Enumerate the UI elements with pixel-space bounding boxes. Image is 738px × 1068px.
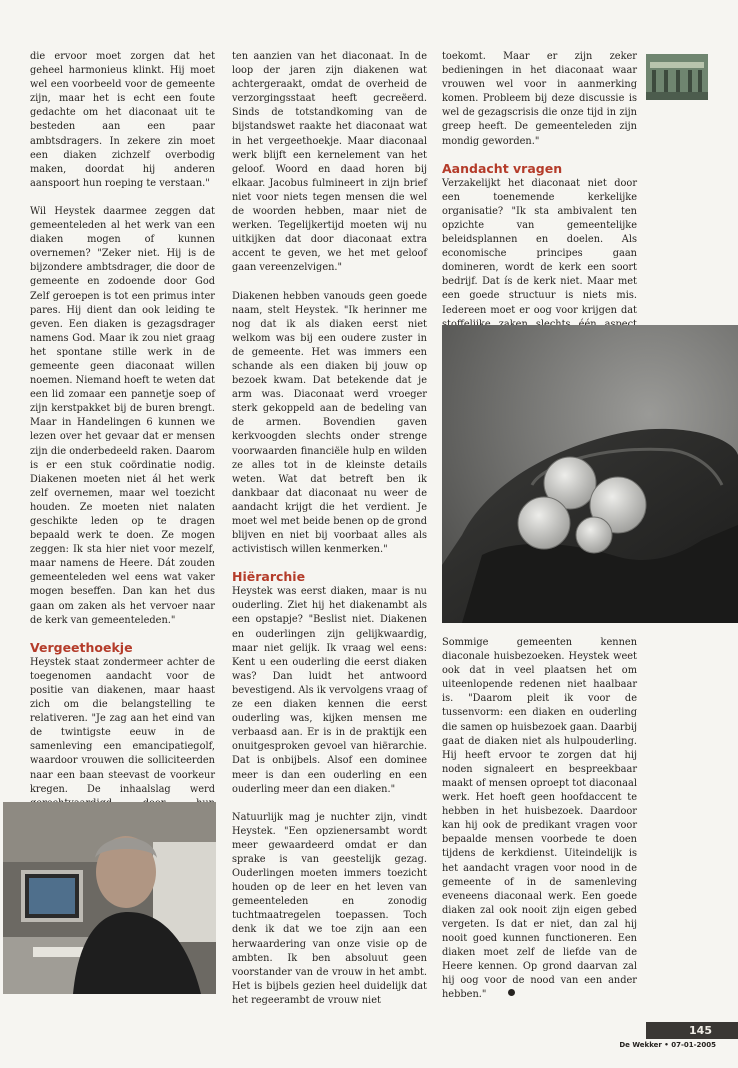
thumbnail-image bbox=[646, 54, 708, 100]
portrait-image bbox=[3, 802, 216, 994]
section-heading-aandacht-vragen: Aandacht vragen bbox=[442, 160, 563, 176]
article-column-1 bbox=[30, 50, 215, 839]
closing-paragraph-text: Sommige gemeenten kennen diaconale huisbezoeken. Heystek weet ook dat in veel plaatsen het om uiteenlopende redenen niet haalbaar is. "Daarom pleit ik voor de tussenvorm: een diaken en ouderling die samen op huisbezoek gaan. Daarbij gaat de diaken niet als hulpouderling. Hij heeft ervoor te zorgen dat hij noden signaleert en bespreekbaar maakt of mensen oproept tot diaconaal werk. Het hoeft geen hoofdaccent te hebben in het huisbezoek. Daardoor kan hij ook de predikant vragen voor bepaalde mensen voorbede te doen tijdens de kerkdienst. Uiteindelijk is het aandacht vragen voor nood in de gemeente of in de samenleving eveneens diaconaal werk. Een goede diaken zal ook nooit zijn eigen gebed vergeten. Is dat er niet, dan zal hij nooit goed kunnen functioneren. Een diaken moet zelf de liefde van de Heere kennen. Op grond daarvan zal hij oog voor de nood van een ander hebben." bbox=[442, 637, 637, 1001]
page-number: 145 bbox=[646, 1022, 716, 1039]
body-paragraph: Diakenen hebben vanouds geen goede naam, stelt Heystek. "Ik herinner me nog dat ik als diaken eerst niet welkom was bij een oudere zuster in de gemeente. Het was immers een schande als een diaken bij jouw op bezoek kwam. Dat betekende dat je arm was. Diaconaat werd vroeger sterk gekoppeld aan de bedeling van de armen. Bovendien gaven kerkvoogden slechts onder strenge voorwaarden financiële hulp en wilden ze alles tot in de kleinste details weten. Wat dat betreft ben ik dankbaar dat diaconaat nu weer de aandacht krijgt die het verdient. Je moet wel met beide benen op de grond blijven en niet bij voorbaat alles als activistisch willen kenmerken." bbox=[232, 290, 427, 556]
body-paragraph: toekomt. Maar er zijn zeker bedieningen in het diaconaat waar vrouwen wel voor in aanmerking komen. Probleem bij deze discussie is wel de gezagscrisis die onze tijd in zijn greep heeft. De gemeenteleden zijn mondig geworden." bbox=[442, 51, 637, 147]
section-heading-hierarchie: Hiërarchie bbox=[232, 569, 306, 585]
hand-with-coins-photo bbox=[442, 325, 738, 623]
article-column-3-bottom bbox=[442, 636, 637, 1002]
body-paragraph: ten aanzien van het diaconaat. In de loop der jaren zijn diakenen wat achtergeraakt, omdat de overheid de verzorgingsstaat heeft gecreëerd. Sinds de totstandkoming van de bijstandswet raakte het diaconaat wat in het vergeethoekje. Maar diaconaal werk blijft een kernelement van het geloof. Woord en daad horen bij elkaar. Jacobus fulmineert in zijn brief niet voor niets tegen mensen die wel de woorden hebben, maar niet de werken. Tegelijkertijd moeten wij nu uitkijken dat door diaconaat extra accent te geven, we het met geloof gaan vereenzelvigen." bbox=[232, 51, 427, 274]
body-paragraph: Verzakelijkt het diaconaat niet door een toenemende kerkelijke organisatie? "Ik sta ambivalent ten opzichte van gemeentelijke beleidsplannen en doelen. Als economische principes gaan domineren, wordt de kerk een soort bedrijf. Dat ís de kerk niet. Maar met een goede structuur is niets mis. Iedereen moet er oog voor krijgen dat bbox=[442, 177, 637, 316]
body-paragraph: Natuurlijk mag je nuchter zijn, vindt Heystek. "Een opzienersambt wordt meer gewaardeerd omdat er dan sprake is van geestelijk gezag. Ouderlingen moeten immers toezicht houden op de leer en het leven van gemeenteleden en zonodig tuchtmaatregelen toepassen. Toch denk ik dat we toe zijn aan een herwaardering van onze visie op de ambten. Ik ben absoluut geen voorstander van de vrouw in het ambt. Het is bijbels gezien heel duidelijk dat het regeerambt de vrouw niet bbox=[232, 811, 427, 1006]
page-number-bar bbox=[716, 1022, 738, 1039]
article-column-3-top bbox=[442, 50, 637, 346]
section-heading-vergeethoekje: Vergeethoekje bbox=[30, 639, 133, 655]
article-column-2 bbox=[232, 50, 427, 1008]
thumbnail-photo bbox=[646, 54, 708, 100]
body-paragraph: Heystek staat zondermeer achter de toegenomen aandacht voor de positie van diakenen, maar haast zich om die belangstelling te relativeren. "Je zag aan het eind van de twintigste eeuw in de samenleving een emancipatiegolf, waardoor vrouwen die solliciteerden naar een baan steevast de voorkeur kregen. De inhaalslag werd bbox=[30, 656, 215, 795]
end-of-article-bullet bbox=[508, 989, 515, 996]
body-paragraph bbox=[442, 636, 637, 1002]
body-paragraph: die ervoor moet zorgen dat het geheel harmonieus klinkt. Hij moet wel een voorbeeld voor de gemeente zijn, maar het is echt een foute gedachte om het diaconaat uit te besteden aan een paar ambtsdragers. In zekere zin moet een diaken zichzelf overbodig maken, doordat hij anderen aanspoort hun roeping te verstaan." bbox=[30, 51, 215, 189]
portrait-photo-heystek bbox=[3, 802, 216, 994]
body-paragraph: Wil Heystek daarmee zeggen dat gemeenteleden al het werk van een diaken mogen of kunnen overnemen? "Zeker niet. Hij is de bijzondere ambtsdrager, die door de gemeente en zodoende door God Zelf geroepen is tot een primus inter pares. Hij dient dan ook leiding te geven. Een diaken is gezagsdrager namens God. Maar ik zou niet graag het spontane stille werk in de gemeente geen diaconaat willen noemen. Niemand hoeft te weten dat een lid zomaar een pannetje soep of zijn kerstpakket bij de buren brengt. Maar in Handelingen 6 kunnen we lezen over het gevaar dat er mensen zijn die onderbedeeld raken. Daarom is er een stuk coördinatie nodig. Diakenen moeten niet ál het werk zelf overnemen, maar wel toezicht houden. Ze moeten niet nalaten geschikte leden op te dragen bepaald werk te doen. Ze mogen zeggen: Ik sta hier niet voor mezelf, maar namens de Heere. Dát zouden gemeenteleden wel eens wat vaker mogen beseffen. Dan kan het dus gaan om zaken als het vervoer naar de kerk van gemeenteleden." bbox=[30, 205, 215, 626]
hand-with-coins-image bbox=[442, 325, 738, 623]
body-paragraph: Heystek was eerst diaken, maar is nu ouderling. Ziet hij het diakenambt als een opstapje? "Beslist niet. Diakenen en ouderlingen zijn gelijkwaardig, maar niet gelijk. Ik vraag wel eens: Kent u een ouderling die eerst diaken was? Dan luidt het antwoord bevestigend. Als ik vervolgens vraag of ze een diaken kennen die eerst ouderling was, kijken mensen me verbaasd aan. Er is in de praktijk een onuitgesproken gevoel van hiërarchie. Dat is onbijbels. Alsof een dominee meer is dan een ouderling en een ouderling meer dan een diaken." bbox=[232, 586, 427, 795]
publication-footer: De Wekker • 07-01-2005 bbox=[619, 1041, 716, 1049]
